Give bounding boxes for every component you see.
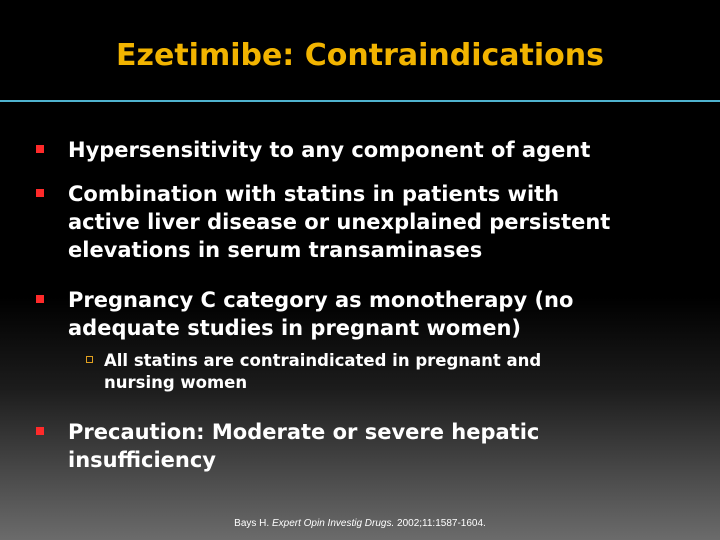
square-bullet-icon bbox=[36, 427, 44, 435]
citation bbox=[0, 518, 720, 529]
title-divider bbox=[0, 100, 720, 102]
slide-title: Ezetimibe: Contraindications bbox=[116, 38, 604, 73]
sub-bullet-text: All statins are contraindicated in pregnant and nursing women bbox=[104, 351, 542, 392]
bullet-text: Pregnancy C category as monotherapy (no adequate studies in pregnant women) bbox=[68, 288, 574, 340]
square-bullet-icon bbox=[36, 295, 44, 303]
hollow-square-bullet-icon bbox=[86, 356, 93, 363]
bullet-text: Precaution: Moderate or severe hepatic insufficiency bbox=[68, 420, 540, 472]
square-bullet-icon bbox=[36, 189, 44, 197]
citation-details: 2002;11:1587-1604. bbox=[397, 518, 486, 529]
citation-journal: Expert Opin Investig Drugs. bbox=[271, 518, 395, 529]
citation-authors: Bays H. bbox=[234, 518, 270, 529]
bullet-text: Hypersensitivity to any component of agent bbox=[68, 138, 591, 162]
square-bullet-icon bbox=[36, 145, 44, 153]
bullet-text: Combination with statins in patients with active liver disease or unexplained persistent elevations in serum transaminases bbox=[68, 182, 611, 262]
